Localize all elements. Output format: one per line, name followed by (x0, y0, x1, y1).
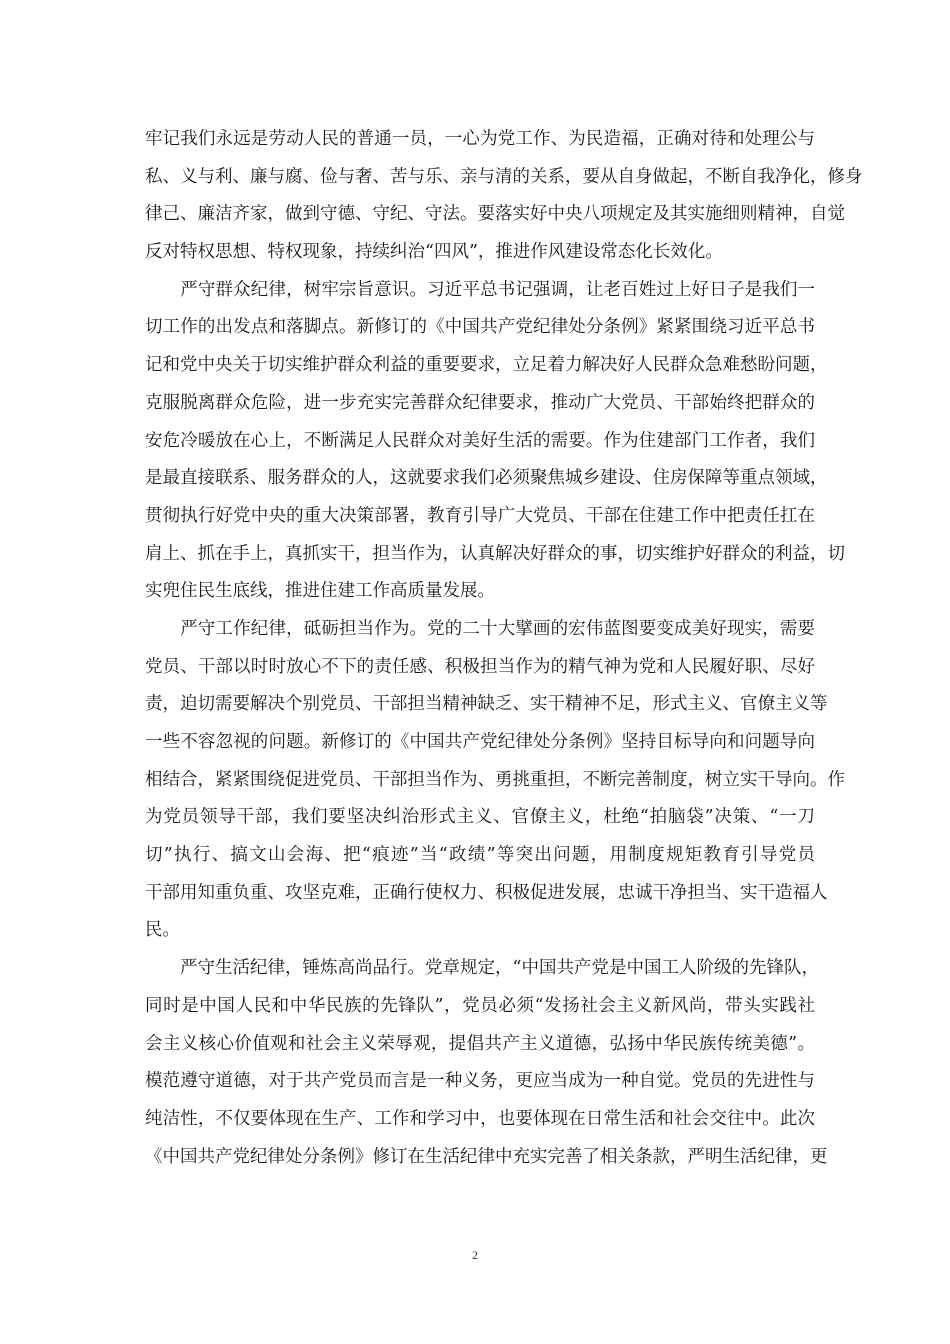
text-line: 实兜住民生底线，推进住建工作高质量发展。 (145, 581, 495, 602)
text-line: 模范遵守道德，对于共产党员而言是一种义务，更应当成为一种自觉。党员的先进性与 (145, 1071, 815, 1092)
text-line: 严守生活纪律，锤炼高尚品行。党章规定，“中国共产党是中国工人阶级的先锋队， (145, 958, 819, 979)
text-line: 会主义核心价值观和社会主义荣辱观，提倡共产主义道德，弘扬中华民族传统美德”。 (145, 1033, 815, 1054)
text-line: 切工作的出发点和落脚点。新修订的《中国共产党纪律处分条例》紧紧围绕习近平总书 (145, 317, 815, 338)
text-line: 贯彻执行好党中央的重大决策部署，教育引导广大党员、干部在住建工作中把责任扛在 (145, 505, 815, 526)
text-line: 严守群众纪律，树牢宗旨意识。习近平总书记强调，让老百姓过上好日子是我们一 (145, 279, 815, 300)
text-line: 切”执行、搞文山会海、把“痕迹”当“政绩”等突出问题，用制度规矩教育引导党员 (145, 845, 815, 866)
text-line: 同时是中国人民和中华民族的先锋队”，党员必须“发扬社会主义新风尚，带头实践社 (145, 995, 815, 1016)
text-line: 一些不容忽视的问题。新修订的《中国共产党纪律处分条例》坚持目标导向和问题导向 (145, 732, 815, 752)
body-text (145, 121, 863, 1176)
text-line: 党员、干部以时时放心不下的责任感、积极担当作为的精气神为党和人民履好职、尽好 (145, 656, 815, 677)
text-line: 牢记我们永远是劳动人民的普通一员，一心为党工作、为民造福，正确对待和处理公与 (145, 129, 815, 149)
text-line: 民。 (145, 920, 180, 941)
text-line: 肩上、抓在手上，真抓实干，担当作为，认真解决好群众的事，切实维护好群众的利益，切 (145, 543, 845, 564)
text-line: 安危冷暖放在心上，不断满足人民群众对美好生活的需要。作为住建部门工作者，我们 (145, 430, 815, 451)
text-line: 反对特权思想、特权现象，持续纠治“四风”，推进作风建设常态化长效化。 (145, 242, 723, 263)
text-line: 为党员领导干部，我们要坚决纠治形式主义、官僚主义，杜绝“拍脑袋”决策、“一刀 (145, 807, 815, 828)
text-line: 《中国共产党纪律处分条例》修订在生活纪律中充实完善了相关条款，严明生活纪律，更 (145, 1146, 828, 1167)
text-line: 相结合，紧紧围绕促进党员、干部担当作为、勇挑重担，不断完善制度，树立实干导向。作 (145, 769, 845, 790)
text-line: 律己、廉洁齐家，做到守德、守纪、守法。要落实好中央八项规定及其实施细则精神，自觉 (145, 204, 845, 225)
text-line: 记和党中央关于切实维护群众利益的重要要求，立足着力解决好人民群众急难愁盼问题， (145, 355, 828, 376)
text-line: 纯洁性，不仅要体现在生产、工作和学习中，也要体现在日常生活和社会交往中。此次 (145, 1108, 815, 1129)
text-line: 私、义与利、廉与腐、俭与奢、苦与乐、亲与清的关系，要从自身做起，不断自我净化，修身 (145, 166, 863, 187)
text-line: 是最直接联系、服务群众的人，这就要求我们必须聚焦城乡建设、住房保障等重点领域， (145, 468, 828, 489)
text-line: 克服脱离群众危险，进一步充实完善群众纪律要求，推动广大党员、干部始终把群众的 (145, 392, 815, 413)
text-line: 严守工作纪律，砥砺担当作为。党的二十大擘画的宏伟蓝图要变成美好现实，需要 (145, 618, 815, 639)
text-line: 责，迫切需要解决个别党员、干部担当精神缺乏、实干精神不足，形式主义、官僚主义等 (145, 694, 828, 715)
text-line: 干部用知重负重、攻坚克难，正确行使权力、积极促进发展，忠诚干净担当、实干造福人 (145, 882, 828, 903)
page-number: 2 (472, 1248, 478, 1262)
